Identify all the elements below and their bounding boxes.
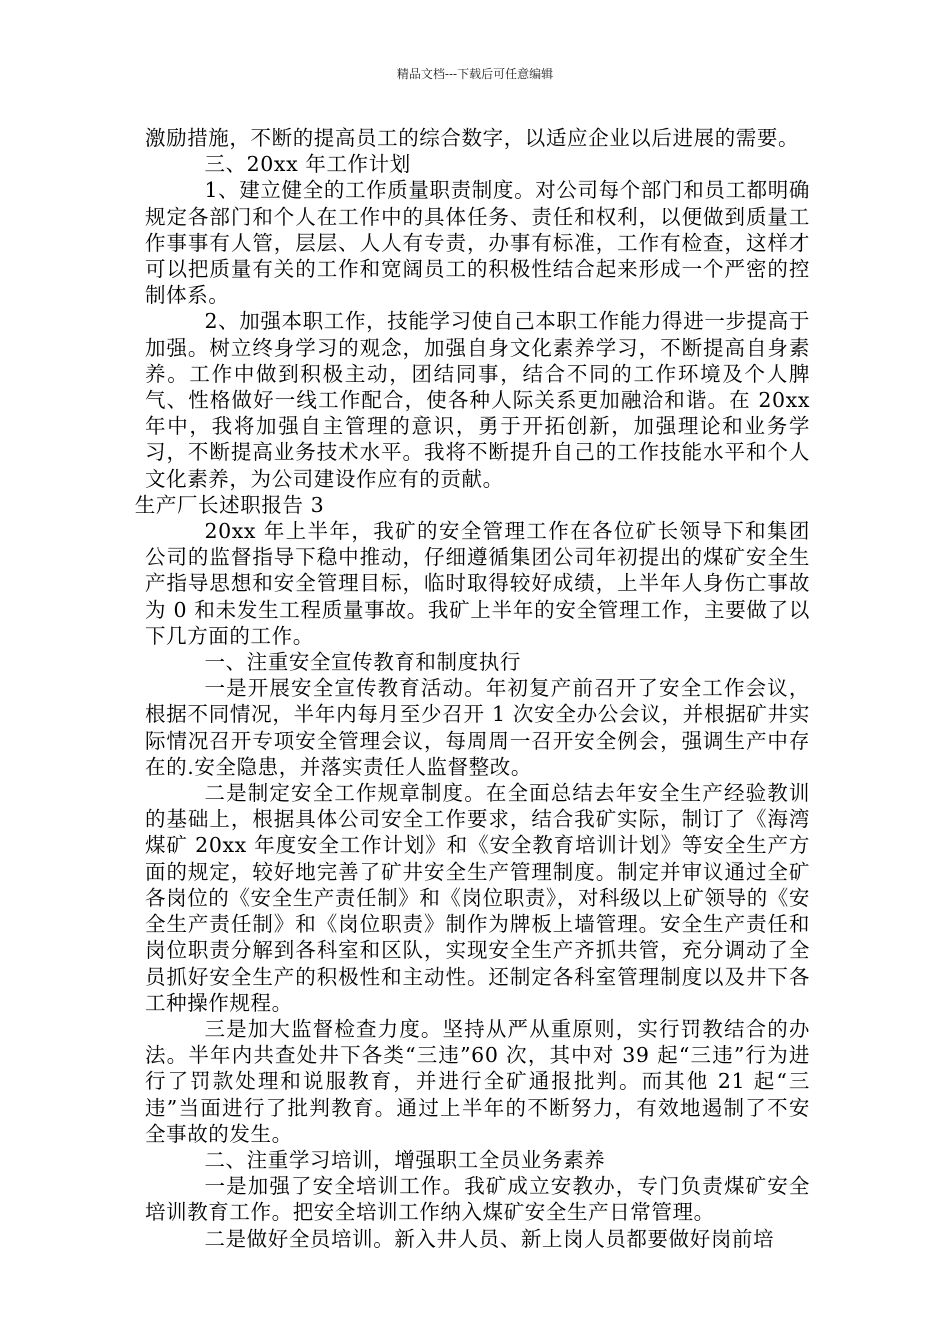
paragraph-plan-item-2: 2、加强本职工作，技能学习使自己本职工作能力得进一步提高于加强。树立终身学习的观念，加强自身文化素养学习，不断提高自身素养。工作中做到积极主动，团结同事，结合不同的工作环境及个人脾气、性格做好一线工作配合，使各种人际关系更加融洽和谐。在 20xx 年中，我将加强自主管理的意识，勇于开拓创新，加强理论和业务学习，不断提高业务技术水平。我将不断提升自己的工作技能水平和个人文化素养，为公司建设作应有的贡献。 [145,309,810,491]
page-header: 精品文档---下载后可任意编辑 [396,67,554,81]
document-body [134,125,810,1252]
section-heading-safety-education: 一、注重安全宣传教育和制度执行 [204,650,521,675]
paragraph-full-staff-training: 二是做好全员培训。新入井人员、新上岗人员都要做好岗前培 [204,1226,775,1251]
paragraph-training-office: 一是加强了安全培训工作。我矿成立安教办，专门负责煤矿安全培训教育工作。把安全培训工作纳入煤矿安全生产日常管理。 [145,1174,810,1225]
section-heading-work-plan: 三、20xx 年工作计划 [204,152,411,177]
section-heading-training: 二、注重学习培训，增强职工全员业务素养 [204,1147,606,1172]
report-title: 生产厂长述职报告 3 [134,492,325,517]
paragraph-plan-item-1: 1、建立健全的工作质量职责制度。对公司每个部门和员工都明确规定各部门和个人在工作中的具体任务、责任和权利，以便做到质量工作事事有人管，层层、人人有专责，办事有标准，工作有检查，这样才可以把质量有关的工作和宽阔员工的积极性结合起来形成一个严密的控制体系。 [145,178,810,308]
paragraph-report-intro: 20xx 年上半年，我矿的安全管理工作在各位矿长领导下和集团公司的监督指导下稳中推动，仔细遵循集团公司年初提出的煤矿安全生产指导思想和安全管理目标，临时取得较好成绩，上半年人身伤亡事故为 0 和未发生工程质量事故。我矿上半年的安全管理工作，主要做了以下几方面的工作。 [145,519,810,648]
paragraph-safety-rules: 二是制定安全工作规章制度。在全面总结去年安全生产经验教训的基础上，根据具体公司安全工作要求，结合我矿实际，制订了《海湾煤矿 20xx 年度安全工作计划》和《安全教育培训计划》等安全生产方面的规定，较好地完善了矿井安全生产管理制度。制定并审议通过全矿各岗位的《安全生产责任制》和《岗位职责》，对科级以上矿领导的《安全生产责任制》和《岗位职责》制作为牌板上墙管理。安全生产责任和岗位职责分解到各科室和区队，实现安全生产齐抓共管，充分调动了全员抓好安全生产的积极性和主动性。还制定各科室管理制度以及井下各工种操作规程。 [145,781,810,1015]
paragraph-safety-meetings: 一是开展安全宣传教育活动。年初复产前召开了安全工作会议，根据不同情况，半年内每月至少召开 1 次安全办公会议，并根据矿井实际情况召开专项安全管理会议，每周周一召开安全例会，强调生产中存在的.安全隐患，并落实责任人监督整改。 [145,676,810,779]
paragraph-closing-previous: 激励措施，不断的提高员工的综合数字，以适应企业以后进展的需要。 [145,126,800,150]
paragraph-supervision: 三是加大监督检查力度。坚持从严从重原则，实行罚教结合的办法。半年内共查处井下各类“三违”60 次，其中对 39 起“三违”行为进行了罚款处理和说服教育，并进行全矿通报批判。而其他 21 起“三违”当面进行了批判教育。通过上半年的不断努力，有效地遏制了不安全事故的发生。 [145,1016,810,1146]
